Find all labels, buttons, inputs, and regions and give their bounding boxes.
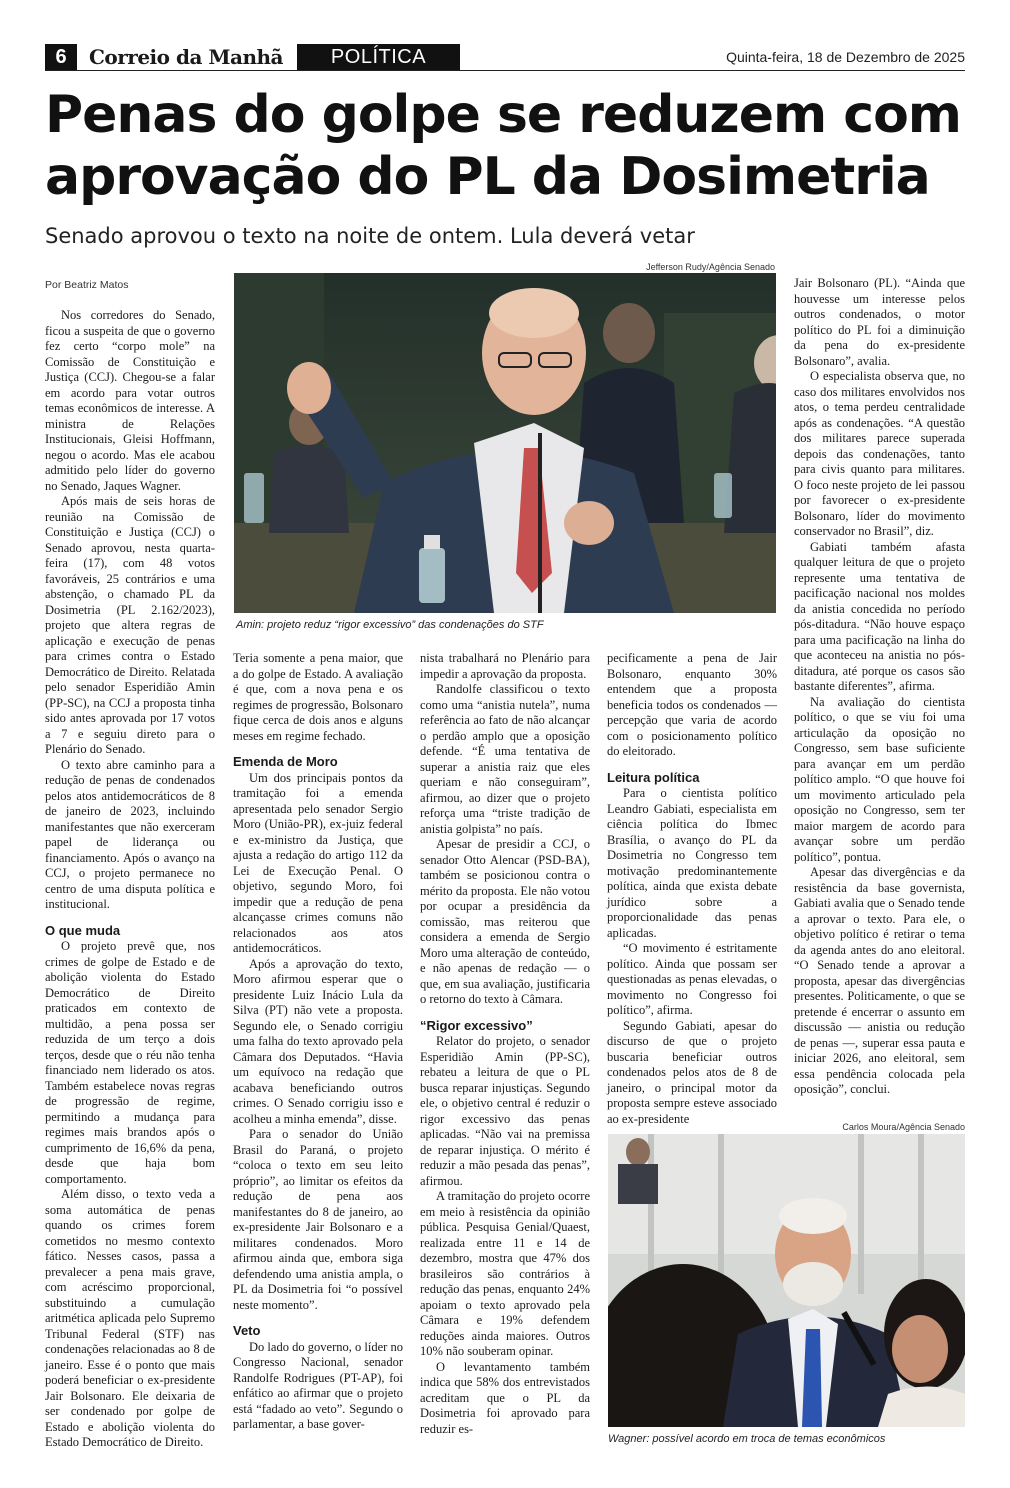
paragraph: nista trabalhará no Plenário para impedir a aprovação da proposta. [420,651,590,681]
paragraph: Além disso, o texto veda a soma automática de penas quando os crimes forem cometidos no mesmo contexto fático. Nesses casos, passa a prevalecer a pena mais grave, com acréscimo proporcional, substituindo a cumulação aritmética aplicada pelo Supremo Tribunal Federal (STF) nas condenações relacionadas ao 8 de janeiro. Esse é o ponto que mais poderá beneficiar o ex-presidente Jair Bolsonaro. Ele deixaria de ser condenado por golpe de Estado e abolição violenta do Estado Democrático de Direito. [45,1187,215,1449]
article-column-1 [45,308,215,1451]
article-column-2 [233,651,403,1433]
subheadline: Senado aprovou o texto na noite de ontem. Lula deverá vetar [45,224,695,248]
paragraph: Para o senador do União Brasil do Paraná, o projeto “coloca o texto em seu leito próprio”, ao limitar os efeitos da redução de pena aos manifestantes do 8 de janeiro, ao ex-presidente Jair Bolsonaro e a militares condenados. Moro afirmou ainda que, embora siga defendendo uma anistia ampla, o PL da Dosimetria foi “o possível neste momento”. [233,1127,403,1312]
paragraph: Um dos principais pontos da tramitação foi a emenda apresentada pelo senador Sergio Moro (União-PR), ex-juiz federal e ex-ministro da Justiça, que ajusta a redação do artigo 112 da Lei de Execução Penal. O objetivo, segundo Moro, foi impedir que a redução de pena alcançasse crimes comuns não relacionados aos atos antidemocráticos. [233,770,403,955]
paragraph: O texto abre caminho para a redução de penas de condenados pelos atos antidemocráticos de 8 de janeiro de 2023, incluindo manifestantes que não exerceram papel de liderança ou financiamento. Após o avanço na CCJ, o projeto permanece no centro de uma disputa política e institucional. [45,757,215,911]
paragraph: Gabiati também afasta qualquer leitura de que o projeto represente uma tentativa de pacificação nacional nos moldes da anistia concedida no período pós-ditadura. “Não houve espaço para uma pacificação na linha do que aconteceu na anistia no pós-ditadura, até porque os casos são bastante diferentes”, afirma. [794,539,965,693]
article-column-5 [794,276,965,1098]
subheading-veto: Veto [233,1323,261,1338]
paragraph: Nos corredores do Senado, ficou a suspeita de que o governo fez certo “corpo mole” na Comissão de Constituição e Justiça (CCJ). Chegou-se a falar em acordo para votar outros temas econômicos de interesse. A ministra de Relações Institucionais, Gleisi Hoffmann, negou o acordo. Mas ele acabou admitido pelo líder do governo no Senado, Jaques Wagner. [45,308,215,493]
subheading-rigor-excessivo: “Rigor excessivo” [420,1017,533,1033]
paragraph: Na avaliação do cientista político, o que se viu foi uma articulação da oposição no Congresso, sem base suficiente para avançar em um perdão político amplo. “O que houve foi um movimento articulado pela oposição no Congresso, sem ter maior margem de acordo para avançar sobre um perdão político”, pontua. [794,694,965,864]
header-rule [45,70,965,71]
paragraph: Jair Bolsonaro (PL). “Ainda que houvesse um interesse pelos outros condenados, o motor político do PL foi a diminuição da pena do ex-presidente Bolsonaro”, avalia. [794,276,965,368]
subheading-o-que-muda: O que muda [45,922,121,938]
paragraph: Apesar de presidir a CCJ, o senador Otto Alencar (PSD-BA), também se posicionou contra o mérito da proposta. Ele não votou por ocupar a presidência da comissão, mas reiterou que considera a emenda de Sergio Moro uma alteração de conteúdo, e não apenas de redação — o que, em sua avaliação, justificaria o retorno do texto à Câmara. [420,837,590,1006]
paragraph: Para o cientista político Leandro Gabiati, especialista em ciência política do Ibmec Brasília, o avanço do PL da Dosimetria no Congresso tem motivação predominantemente política, ainda que exista debate jurídico sobre a proporcionalidade das penas aplicadas. [607,786,777,940]
masthead: Correio da Manhã [89,45,284,69]
section-label: POLÍTICA [297,44,460,70]
photo-credit-1: Jefferson Rudy/Agência Senado [646,262,775,272]
paragraph: A tramitação do projeto ocorre em meio à resistência da opinião pública. Pesquisa Genial/Quaest, realizada entre 11 e 14 de dezembro, mostra que 47% dos brasileiros são contrários à redução das penas, enquanto 24% apoiam o texto aprovado pela Câmara e 19% defendem reduções ainda maiores. Outros 10% não souberam opinar. [420,1189,590,1358]
paragraph: O levantamento também indica que 58% dos entrevistados acreditam que o PL da Dosimetria foi aprovado para reduzir es- [420,1359,590,1436]
page-number: 6 [45,44,77,70]
paragraph: “O movimento é estritamente político. Ainda que possam ser questionadas as penas elevadas, o movimento no Congresso foi político”, afirma. [607,941,777,1017]
article-column-3 [420,651,590,1437]
page-header [45,44,965,74]
photo-caption-2: Wagner: possível acordo em troca de temas econômicos [608,1433,886,1445]
paragraph: Randolfe classificou o texto como uma “anistia nutela”, numa referência ao fato de não alcançar o perdão amplo que a oposição defende. “É uma tentativa de superar a anistia raiz que eles queriam e não conseguiram”, afirmou, ao dizer que o projeto reforça uma “triste tradição de anistia golpista” no país. [420,682,590,836]
byline: Por Beatriz Matos [45,279,129,291]
headline: Penas do golpe se reduzem com aprovação do PL da Dosimetria [45,85,961,207]
paragraph: Relator do projeto, o senador Esperidião Amin (PP-SC), rebateu a leitura de que o PL busca reparar injustiças. Segundo ele, o objetivo central é reduzir o rigor excessivo das penas aplicadas. “Não vai na premissa de reparar injustiça. O mérito é reduzir a mão pesada das penas”, afirmou. [420,1034,590,1188]
issue-date: Quinta-feira, 18 de Dezembro de 2025 [726,49,965,65]
paragraph: O especialista observa que, no caso dos militares envolvidos nos atos, o tema perdeu centralidade após as condenações. “A questão dos militares parece superada depois das condenações, tanto para civis quanto para militares. O foco neste projeto de lei passou por favorecer o ex-presidente Bolsonaro, líder do movimento conservador no Brasil”, diz. [794,369,965,538]
subheading-emenda-de-moro: Emenda de Moro [233,754,338,769]
paragraph: Após mais de seis horas de reunião na Comissão de Constituição e Justiça (CCJ) o Senado aprovou, nesta quarta-feira (17), com 48 votos favoráveis, 25 contrários e uma abstenção, o chamado PL da Dosimetria (PL 2.162/2023), projeto que altera regras de aplicação e execução de penas para crimes contra o Estado Democrático de Direito. Relatada pelo senador Esperidião Amin (PP-SC), na CCJ a proposta tinha sido antes aprovada por 17 votos a 7 e seguiu direto para o Plenário do Senado. [45,494,215,756]
photo-wagner [608,1134,965,1427]
paragraph: Segundo Gabiati, apesar do discurso de que o projeto buscaria beneficiar outros condenados pelos atos de 8 de janeiro, o principal motor da proposta sempre esteve associado ao ex-presidente [607,1018,777,1126]
paragraph: Após a aprovação do texto, Moro afirmou esperar que o presidente Luiz Inácio Lula da Silva (PT) não vete a proposta. Segundo ele, o Senado corrigiu uma falha do texto aprovado pela Câmara dos Deputados. “Havia um equívoco na redação que acabava beneficiando outros crimes. O Senado corrigiu isso e acolheu a minha emenda”, disse. [233,956,403,1126]
paragraph: Do lado do governo, o líder no Congresso Nacional, senador Randolfe Rodrigues (PT-AP), foi enfático ao afirmar que o projeto está “fadado ao veto”. Segundo o parlamentar, a base gover- [233,1339,403,1431]
photo-credit-2: Carlos Moura/Agência Senado [842,1122,965,1132]
photo-caption-1: Amin: projeto reduz “rigor excessivo” das condenações do STF [236,619,544,631]
paragraph: O projeto prevê que, nos crimes de golpe de Estado e de abolição violenta do Estado Democrático de Direito praticados em contexto de multidão, a pena possa ser reduzida de um terço a dois terços, desde que o réu não tenha financiado nem liderado os atos. Também estabelece novas regras de progressão de regime, permitindo a mudança para regimes mais brandos após o cumprimento de 16,6% da pena, desde que haja bom comportamento. [45,939,215,1186]
article-column-4 [607,651,777,1127]
paragraph: Apesar das divergências e da resistência da base governista, Gabiati avalia que o Senado tende a aprovar o texto. Para ele, o objetivo político é retirar o tema da agenda antes do ano eleitoral. “O Senado tende a aprovar a proposta, apesar das divergências presentes. Politicamente, o que se pretende é encerrar o assunto em discussão — anistia ou redução de penas —, superar essa pauta e iniciar 2026, ano eleitoral, sem essa pendência colocada pela oposição”, conclui. [794,865,965,1096]
paragraph: pecificamente a pena de Jair Bolsonaro, enquanto 30% entendem que a proposta beneficia todos os condenados — percepção que varia de acordo com o posicionamento político do eleitorado. [607,651,777,758]
paragraph: Teria somente a pena maior, que a do golpe de Estado. A avaliação é que, com a nova pena e os regimes de progressão, Bolsonaro fique cerca de dois anos e alguns meses em regime fechado. [233,651,403,743]
subheading-leitura-politica: Leitura política [607,769,700,785]
photo-amin [234,273,776,613]
